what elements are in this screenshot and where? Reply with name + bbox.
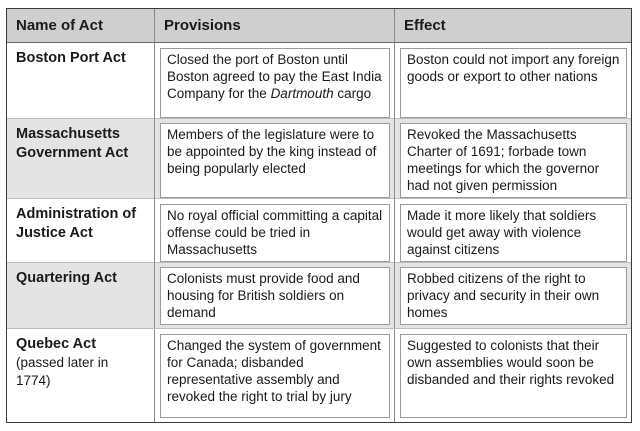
effect-box: Boston could not import any foreign goods or export to other nations — [400, 48, 627, 118]
effect-box: Made it more likely that soldiers would get away with violence against citizens — [400, 204, 627, 262]
act-provisions — [155, 263, 395, 328]
provisions-box: No royal official committing a capital offense could be tried in Massachusetts — [160, 204, 390, 262]
table-row — [7, 329, 631, 423]
act-effect — [395, 263, 631, 328]
act-provisions — [155, 43, 395, 121]
provisions-box: Colonists must provide food and housing for British soldiers on demand — [160, 267, 390, 325]
header-name-of-act: Name of Act — [7, 9, 155, 42]
act-provisions — [155, 329, 395, 423]
provisions-box: Members of the legislature were to be appointed by the king instead of being popularly elected — [160, 123, 390, 198]
table-header-row — [7, 9, 631, 43]
table-row — [7, 199, 631, 263]
act-name — [7, 119, 155, 201]
act-effect — [395, 119, 631, 201]
effect-box: Robbed citizens of the right to privacy and security in their own homes — [400, 267, 627, 325]
act-name-note: (passed later in 1774) — [16, 355, 109, 388]
provisions-box — [160, 48, 390, 118]
act-name — [7, 199, 155, 265]
table-row — [7, 263, 631, 329]
header-provisions: Provisions — [155, 9, 395, 42]
act-effect — [395, 199, 631, 265]
provisions-box: Changed the system of government for Canada; disbanded representative assembly and revoked the right to trial by jury — [160, 334, 390, 418]
act-name — [7, 43, 155, 121]
provisions-ship-name: Dartmouth — [270, 86, 334, 101]
act-provisions — [155, 119, 395, 201]
table-row — [7, 119, 631, 199]
act-name — [7, 263, 155, 328]
act-name-text: Quebec Act — [16, 336, 97, 352]
act-provisions — [155, 199, 395, 265]
provisions-text-end: cargo — [333, 86, 372, 101]
act-effect — [395, 43, 631, 121]
provisions-text: Closed the port of Boston until Boston agreed to pay the East India Company for the — [167, 52, 382, 101]
act-name-text: Administration of Justice Act — [16, 206, 137, 241]
act-effect — [395, 329, 631, 423]
act-name-text: Quartering Act — [16, 270, 117, 286]
act-name-text: Boston Port Act — [16, 50, 126, 66]
act-name — [7, 329, 155, 423]
header-effect: Effect — [404, 17, 446, 34]
act-name-text: Massachusetts Government Act — [16, 126, 129, 161]
effect-box: Revoked the Massachusetts Charter of 1691; forbade town meetings for which the governor had not given permission — [400, 123, 627, 198]
effect-box: Suggested to colonists that their own assemblies would soon be disbanded and their rights revoked — [400, 334, 627, 418]
acts-table — [6, 8, 632, 423]
table-row — [7, 43, 631, 119]
